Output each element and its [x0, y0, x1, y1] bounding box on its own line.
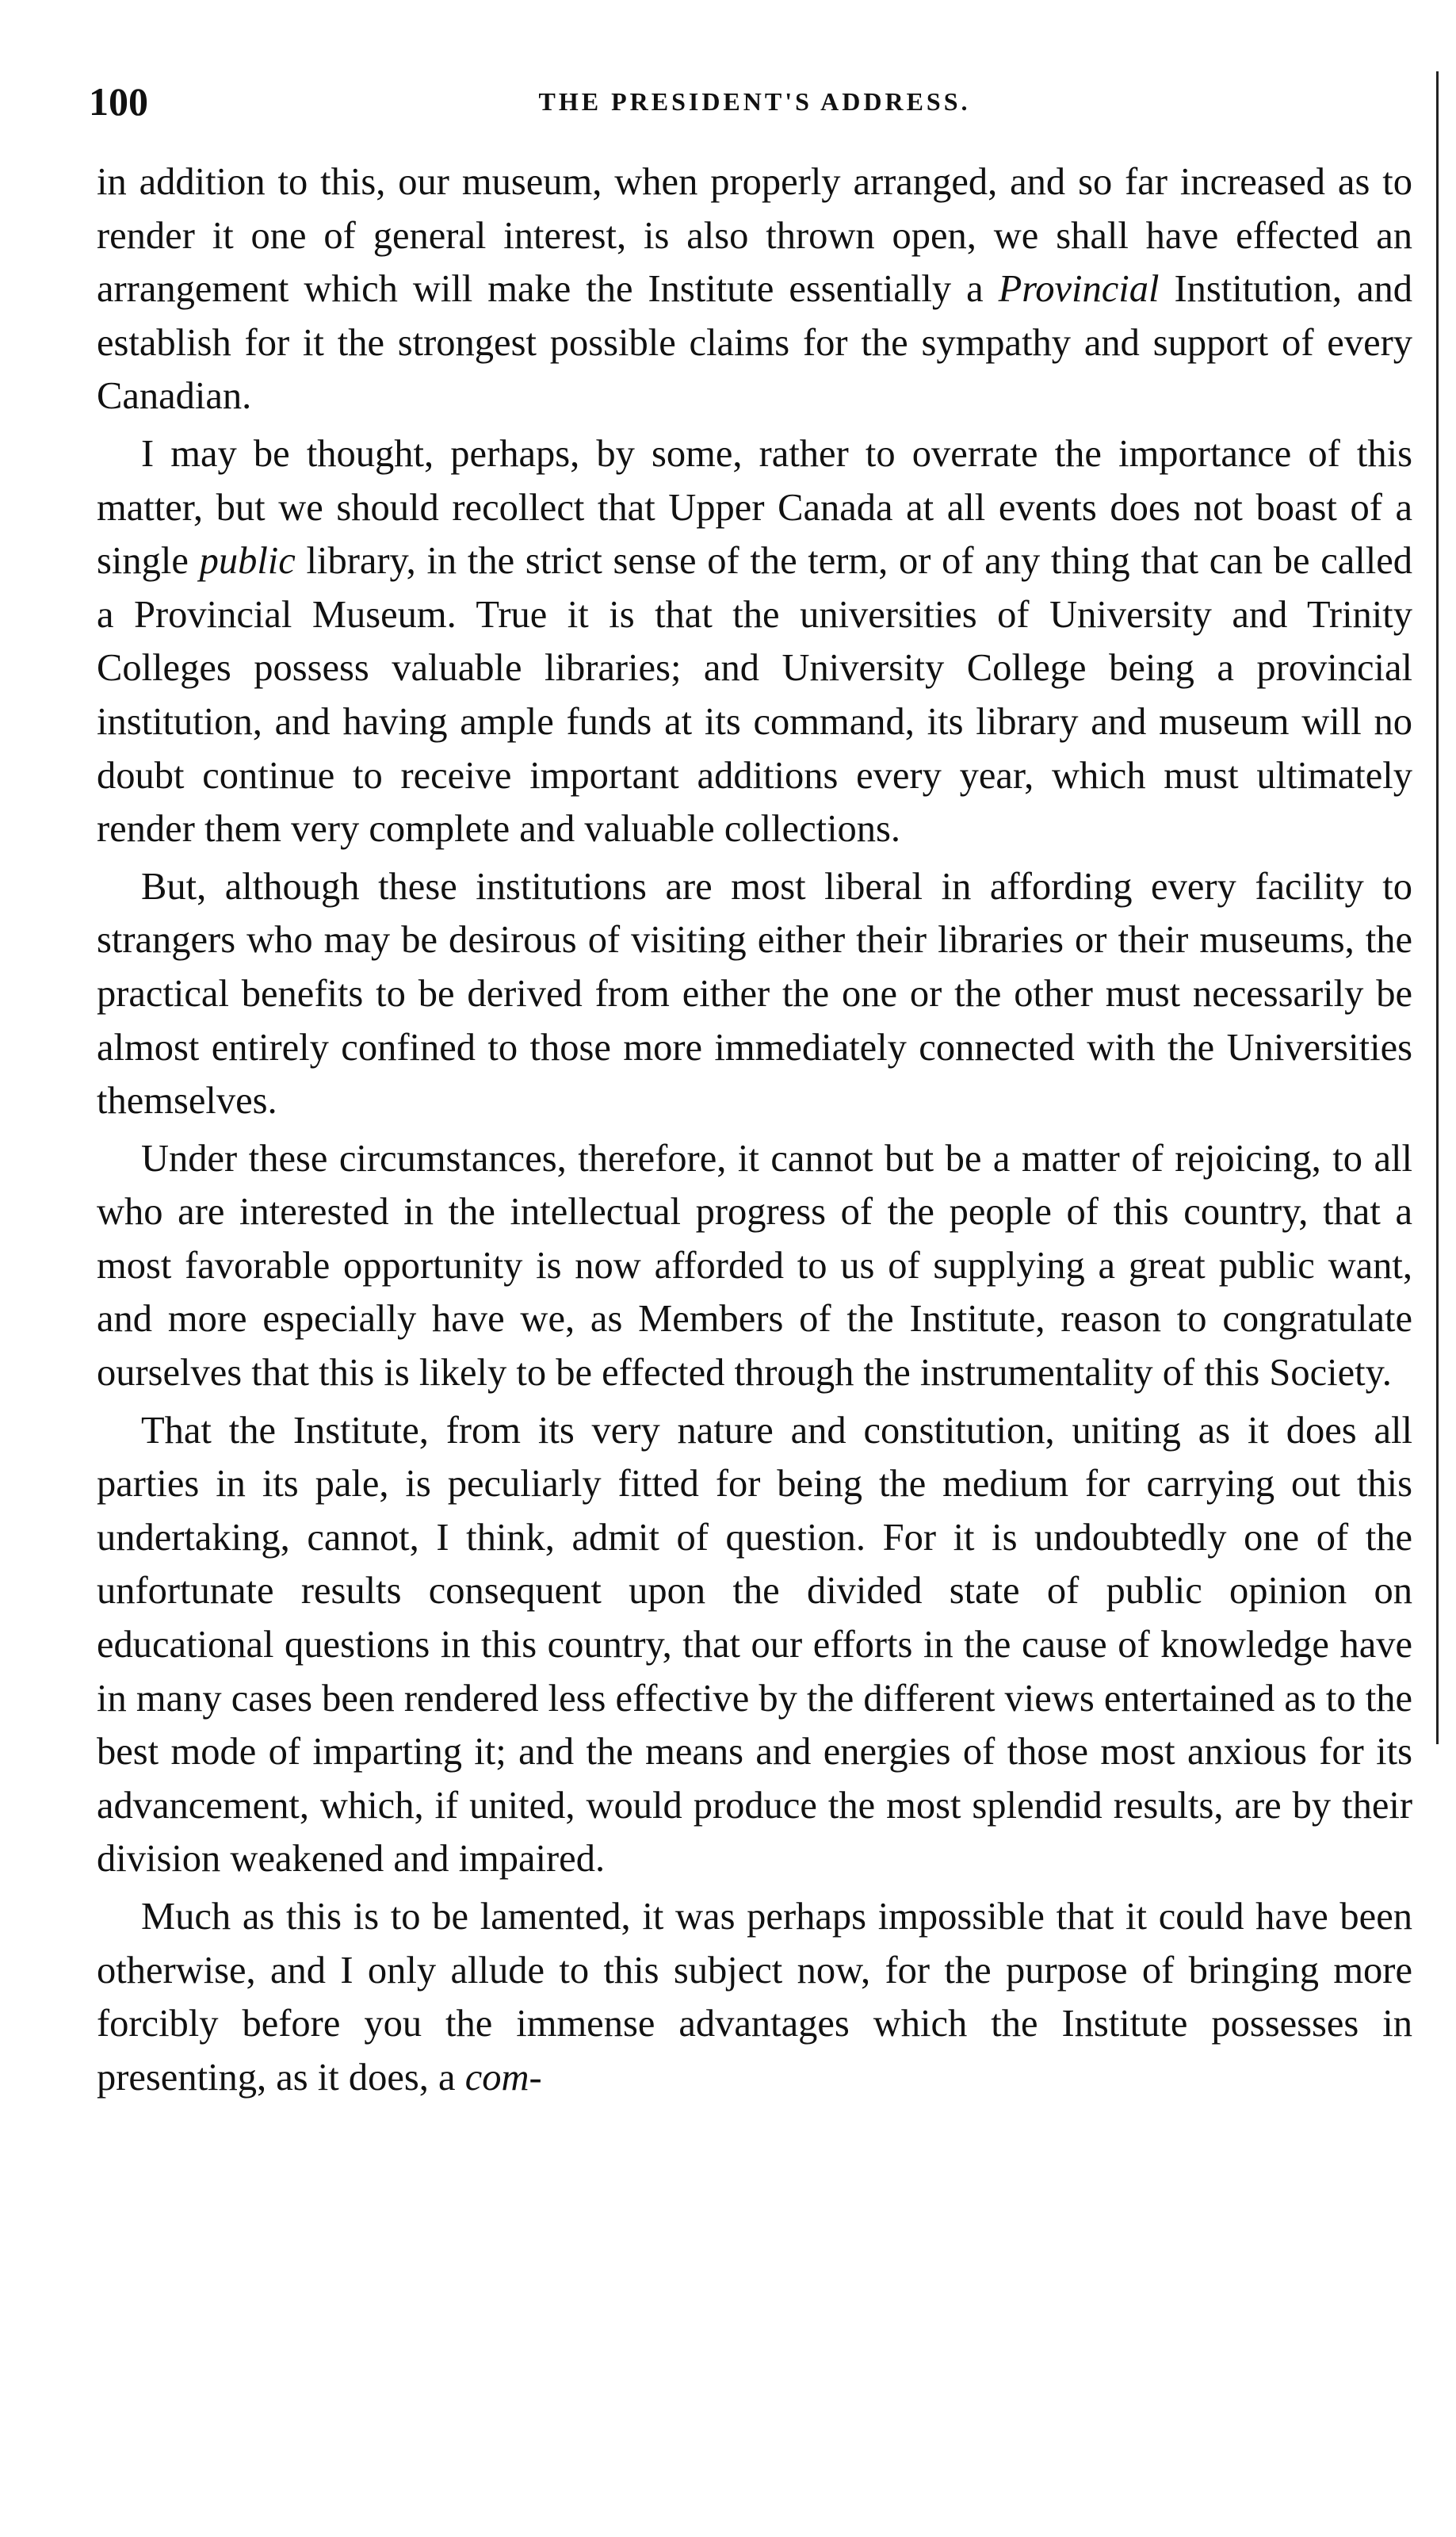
paragraph-2-text-start: I may be thought, perhaps, by some, rather to overrate the importance of this matter, but we should recollect that Upper Canada at all events does not boast of a single: [97, 432, 1412, 583]
paragraph-1-italic-text: Provincial: [998, 268, 1160, 311]
paragraph-1-text-end: Institution, and establish for it the strongest possible claims for the sympathy and support of every Canadian.: [97, 268, 1412, 418]
paragraph-2-text-end: library, in the strict sense of the term, or of any thing that can be called a Provincial Museum. True it is that the universities of University and Trinity Colleges possess valuable libraries; and University College being a provincial institution, and having ample funds at its command, its library and museum will no doubt continue to receive important additions every year, which must ultimately render them very complete and valuable collections.: [97, 540, 1412, 851]
paragraph-4-text: Under these circumstances, therefore, it cannot but be a matter of rejoicing, to all who are interested in the intellectual progress of the people of this country, that a most favorable opportunity is now afforded to us of supplying a great public want, and more especially have we, as Members of the Institute, reason to congratulate ourselves that this is likely to be effected through the instrumentality of this Society.: [97, 1137, 1412, 1395]
running-title: THE PRESIDENT'S ADDRESS.: [538, 87, 971, 116]
paragraph-6-text-start: Much as this is to be lamented, it was perhaps impossible that it could have been otherwise, and I only allude to this subject now, for the purpose of bringing more forcibly before you the immense advantages which the Institute possesses in presenting, as it does, a: [97, 1896, 1412, 2099]
paragraph-5: [97, 1404, 1412, 1886]
paragraph-1: [97, 155, 1412, 423]
paragraph-5-text: That the Institute, from its very nature and constitution, uniting as it does all parties in its pale, is peculiarly fitted for being the medium for carrying out this undertaking, cannot, I think, admit of question. For it is undoubtedly one of the unfortunate results consequent upon the divided state of public opinion on educational questions in this country, that our efforts in the cause of knowledge have in many cases been rendered less effective by the different views entertained as to the best mode of imparting it; and the means and energies of those most anxious for its advancement, which, if united, would produce the most splendid results, are by their division weakened and impaired.: [97, 1409, 1413, 1881]
paragraph-3: [97, 860, 1412, 1128]
page-number: 100: [89, 79, 148, 124]
paragraph-6-italic-text: com-: [464, 2056, 542, 2099]
paragraph-2-italic-text: public: [199, 540, 296, 583]
paragraph-6: [97, 1890, 1412, 2104]
body-text: [97, 155, 1412, 2108]
page-edge-rule: [1436, 71, 1439, 1744]
page-header: [89, 70, 1420, 133]
paragraph-1-text-start: in addition to this, our museum, when properly arranged, and so far increased as to render it one of general interest, is also thrown open, we shall have effected an arrangement which will make the Institute essentially a: [97, 161, 1412, 311]
paragraph-3-text: But, although these institutions are most liberal in affording every facility to strangers who may be desirous of visiting either their libraries or their museums, the practical benefits to be derived from either the one or the other must necessarily be almost entirely confined to those more immediately connected with the Universities themselves.: [97, 865, 1412, 1123]
paragraph-4: [97, 1132, 1412, 1400]
paragraph-2: [97, 427, 1412, 856]
